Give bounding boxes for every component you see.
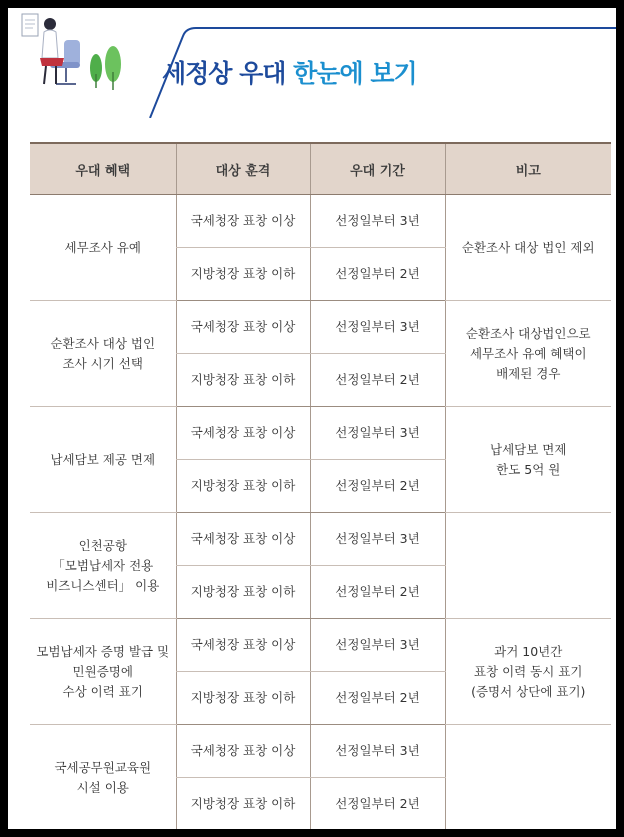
note-cell bbox=[445, 513, 611, 619]
period-cell: 선정일부터 2년 bbox=[310, 460, 445, 513]
title-highlight: 한눈에 보기 bbox=[293, 59, 417, 88]
benefit-cell: 세무조사 유예 bbox=[30, 195, 176, 301]
note-cell: 납세담보 면제 한도 5억 원 bbox=[445, 407, 611, 513]
document-page bbox=[8, 8, 616, 829]
benefits-table bbox=[30, 142, 611, 829]
table-row bbox=[30, 513, 611, 566]
table-row bbox=[30, 195, 611, 248]
award-cell: 지방청장 표창 이하 bbox=[176, 354, 310, 407]
header-period: 우대 기간 bbox=[310, 143, 445, 195]
period-cell: 선정일부터 3년 bbox=[310, 619, 445, 672]
table-row bbox=[30, 301, 611, 354]
award-cell: 국세청장 표창 이상 bbox=[176, 619, 310, 672]
period-cell: 선정일부터 2년 bbox=[310, 354, 445, 407]
award-cell: 국세청장 표창 이상 bbox=[176, 301, 310, 354]
award-cell: 지방청장 표창 이하 bbox=[176, 672, 310, 725]
award-cell: 국세청장 표창 이상 bbox=[176, 407, 310, 460]
benefit-cell: 순환조사 대상 법인 조사 시기 선택 bbox=[30, 301, 176, 407]
period-cell: 선정일부터 3년 bbox=[310, 407, 445, 460]
benefit-cell: 국세공무원교육원 시설 이용 bbox=[30, 725, 176, 830]
header-note: 비고 bbox=[445, 143, 611, 195]
note-cell: 순환조사 대상법인으로 세무조사 유예 혜택이 배제된 경우 bbox=[445, 301, 611, 407]
note-cell bbox=[445, 725, 611, 830]
benefit-cell: 납세담보 제공 면제 bbox=[30, 407, 176, 513]
period-cell: 선정일부터 2년 bbox=[310, 672, 445, 725]
award-cell: 지방청장 표창 이하 bbox=[176, 566, 310, 619]
table-row bbox=[30, 407, 611, 460]
page-title bbox=[162, 54, 417, 90]
title-part1: 세정상 우대 bbox=[162, 59, 294, 88]
note-cell: 과거 10년간 표창 이력 동시 표기 (증명서 상단에 표기) bbox=[445, 619, 611, 725]
table-row bbox=[30, 725, 611, 778]
benefit-cell: 모범납세자 증명 발급 및 민원증명에 수상 이력 표기 bbox=[30, 619, 176, 725]
benefit-cell: 인천공항 「모범납세자 전용 비즈니스센터」 이용 bbox=[30, 513, 176, 619]
header-benefit: 우대 혜택 bbox=[30, 143, 176, 195]
period-cell: 선정일부터 2년 bbox=[310, 248, 445, 301]
award-cell: 국세청장 표창 이상 bbox=[176, 195, 310, 248]
award-cell: 국세청장 표창 이상 bbox=[176, 513, 310, 566]
period-cell: 선정일부터 3년 bbox=[310, 725, 445, 778]
period-cell: 선정일부터 2년 bbox=[310, 566, 445, 619]
award-cell: 국세청장 표창 이상 bbox=[176, 725, 310, 778]
header-award: 대상 훈격 bbox=[176, 143, 310, 195]
award-cell: 지방청장 표창 이하 bbox=[176, 248, 310, 301]
period-cell: 선정일부터 3년 bbox=[310, 301, 445, 354]
award-cell: 지방청장 표창 이하 bbox=[176, 460, 310, 513]
note-cell: 순환조사 대상 법인 제외 bbox=[445, 195, 611, 301]
period-cell: 선정일부터 3년 bbox=[310, 513, 445, 566]
table-header-row bbox=[30, 143, 611, 195]
period-cell: 선정일부터 2년 bbox=[310, 778, 445, 830]
person-at-desk-illustration bbox=[16, 8, 126, 100]
period-cell: 선정일부터 3년 bbox=[310, 195, 445, 248]
table-row bbox=[30, 619, 611, 672]
award-cell: 지방청장 표창 이하 bbox=[176, 778, 310, 830]
